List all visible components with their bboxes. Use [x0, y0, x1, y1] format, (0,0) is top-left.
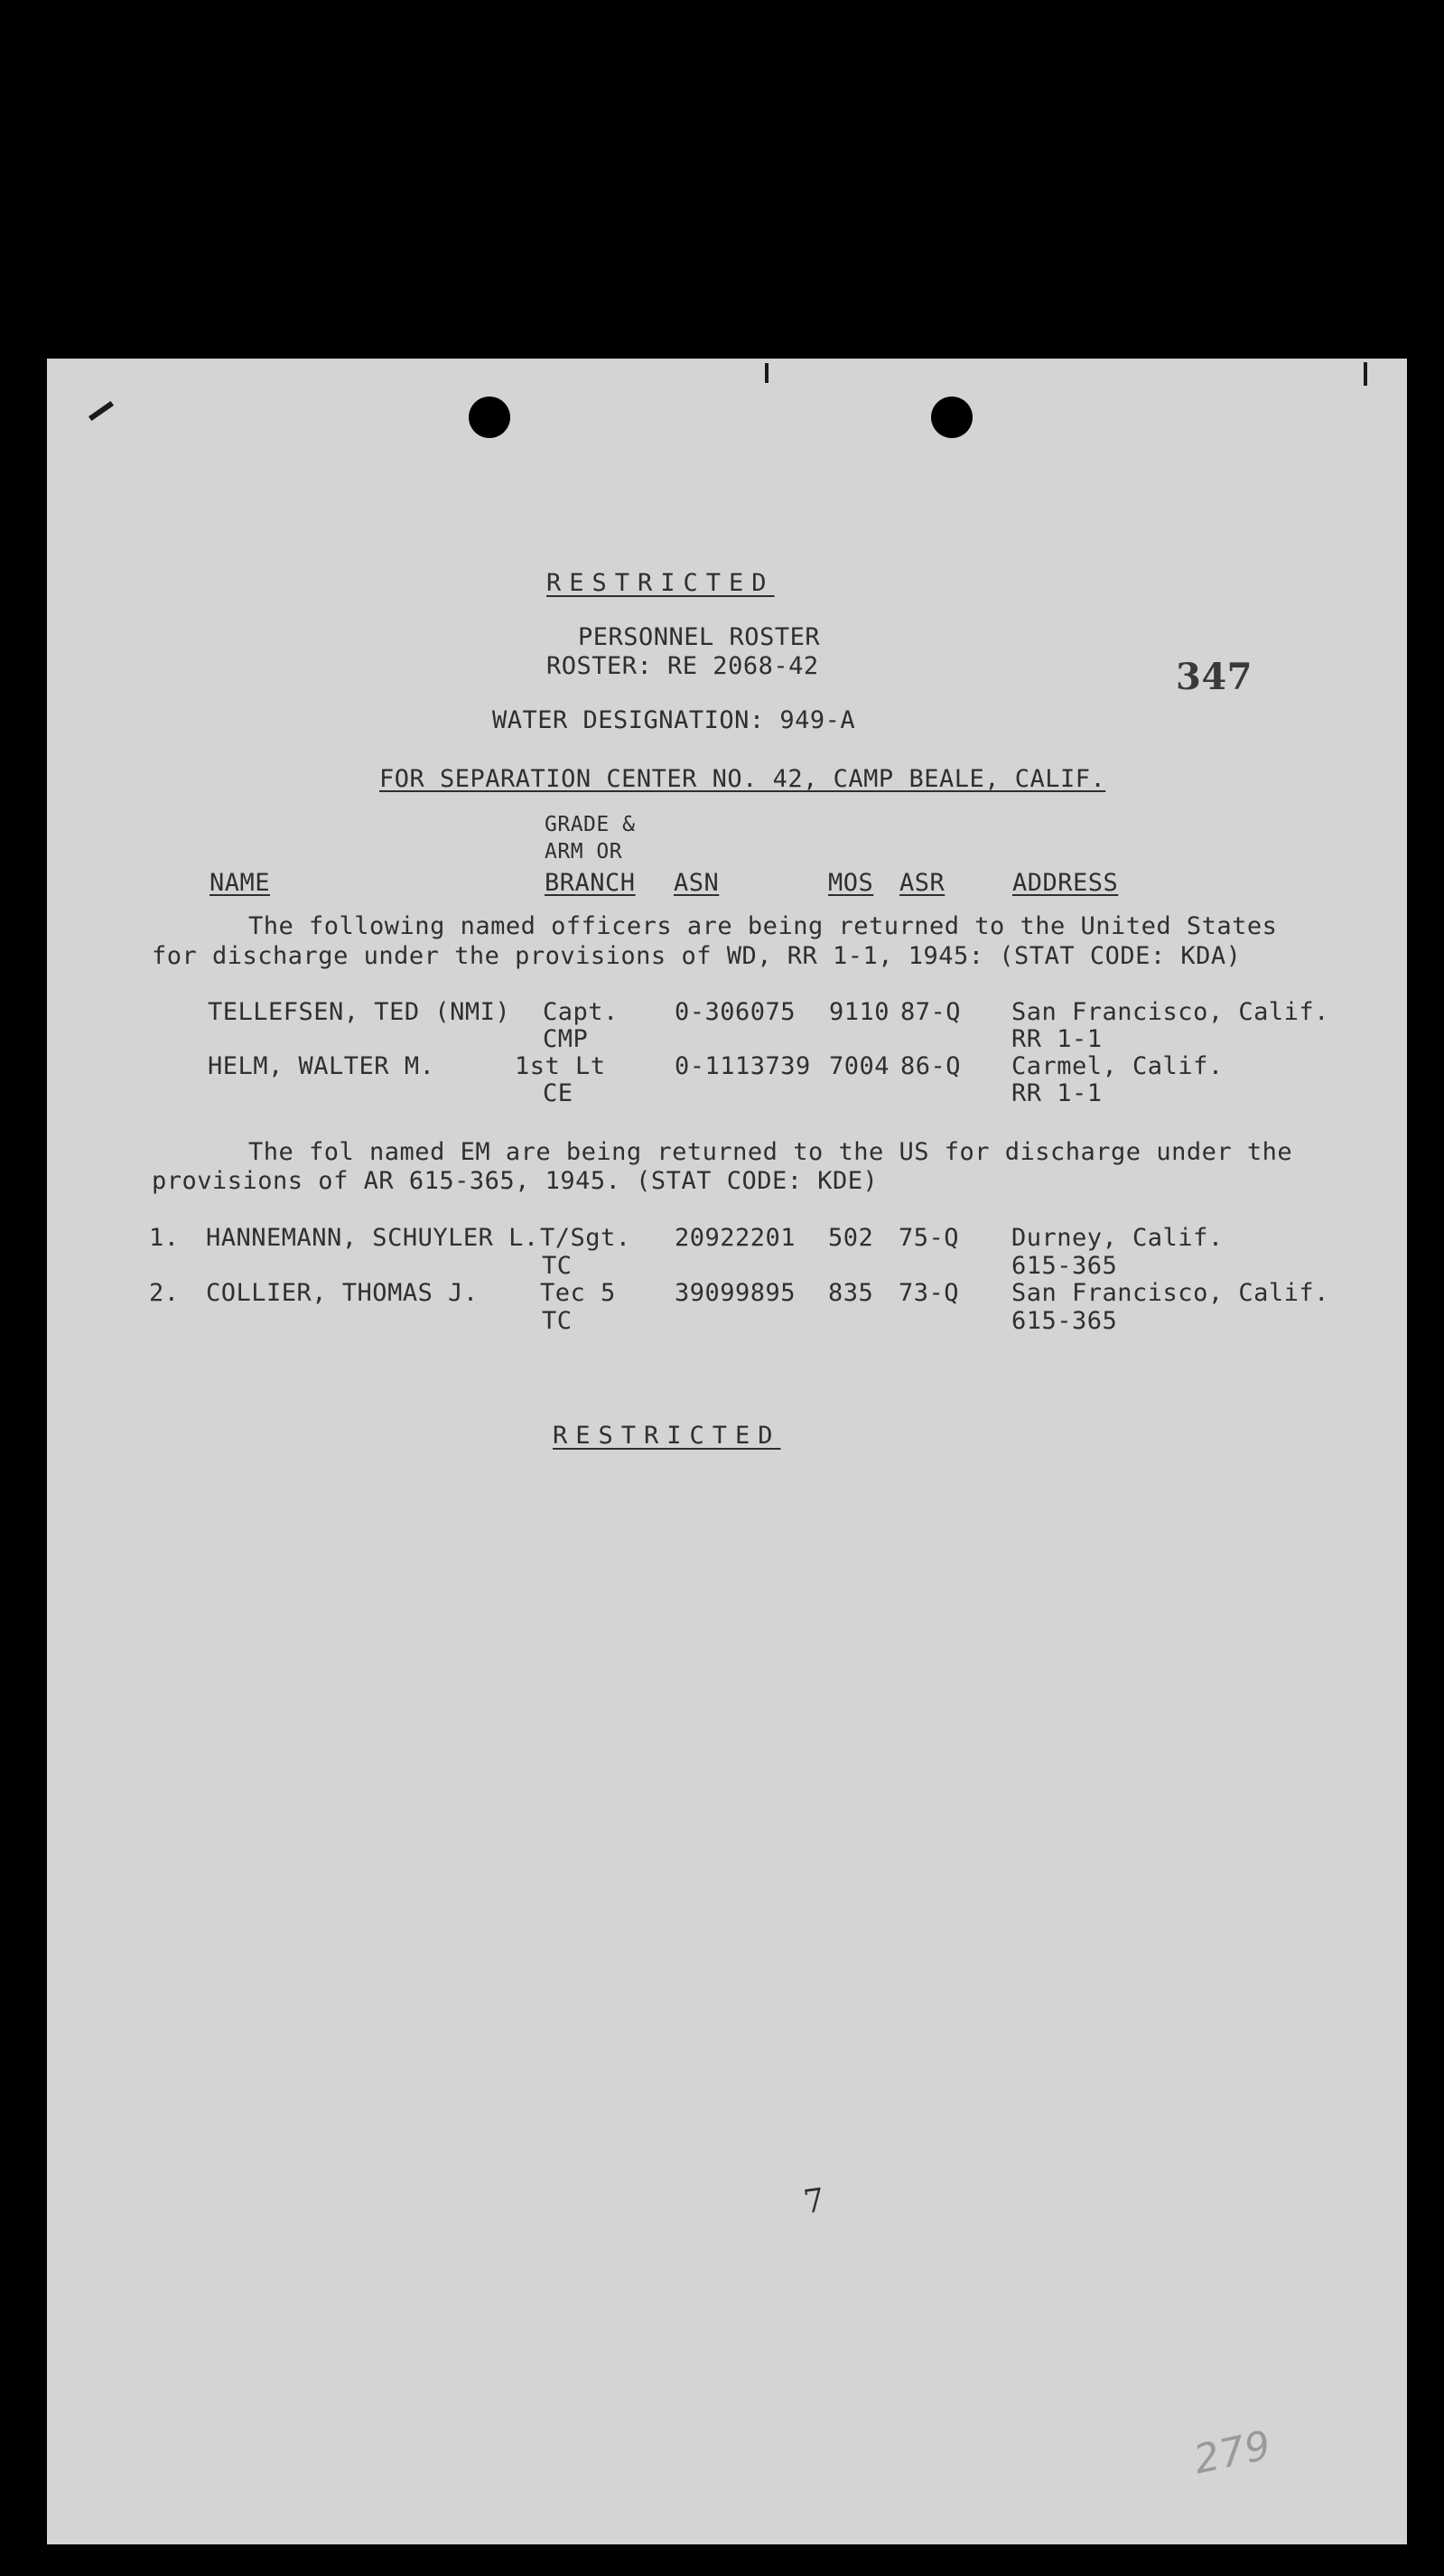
officer-authority: RR 1-1	[1011, 1079, 1103, 1107]
enlisted-number: 2.	[149, 1279, 180, 1307]
enlisted-intro-line2: provisions of AR 615-365, 1945. (STAT CODE: KDE)	[152, 1167, 879, 1195]
enlisted-name: COLLIER, THOMAS J.	[206, 1279, 479, 1307]
officer-asr: 86-Q	[900, 1052, 962, 1080]
enlisted-grade: Tec 5	[540, 1279, 616, 1307]
enlisted-grade: T/Sgt.	[540, 1224, 631, 1252]
enlisted-mos: 502	[828, 1224, 874, 1252]
col-address: ADDRESS	[1012, 869, 1119, 897]
punch-hole-left	[469, 397, 510, 438]
water-designation: WATER DESIGNATION: 949-A	[492, 706, 856, 734]
officers-intro-line2: for discharge under the provisions of WD, RR 1-1, 1945: (STAT CODE: KDA)	[152, 942, 1242, 970]
roster-number: ROSTER: RE 2068-42	[546, 652, 819, 680]
top-right-edge-mark	[1364, 362, 1367, 386]
col-mos: MOS	[828, 869, 874, 897]
enlisted-number: 1.	[149, 1224, 180, 1252]
col-asn: ASN	[674, 869, 720, 897]
officer-grade: 1st Lt	[515, 1052, 606, 1080]
col-asr: ASR	[899, 869, 946, 897]
col-grade-line2: ARM OR	[545, 840, 623, 863]
officer-asn: 0-306075	[675, 998, 797, 1026]
roster-title: PERSONNEL ROSTER	[578, 623, 821, 651]
enlisted-address: Durney, Calif.	[1011, 1224, 1224, 1252]
officer-grade: Capt.	[543, 998, 619, 1026]
enlisted-asr: 75-Q	[899, 1224, 960, 1252]
enlisted-asr: 73-Q	[899, 1279, 960, 1307]
officer-address: San Francisco, Calif.	[1011, 998, 1329, 1026]
officer-asn: 0-1113739	[675, 1052, 811, 1080]
col-grade-line1: GRADE &	[545, 813, 636, 836]
officer-authority: RR 1-1	[1011, 1025, 1103, 1053]
enlisted-branch: TC	[542, 1307, 573, 1335]
officer-address: Carmel, Calif.	[1011, 1052, 1224, 1080]
handwritten-mark: 7	[801, 2181, 828, 2222]
officer-asr: 87-Q	[900, 998, 962, 1026]
pencil-number: 279	[1189, 2422, 1275, 2484]
officer-name: HELM, WALTER M.	[208, 1052, 435, 1080]
enlisted-branch: TC	[542, 1252, 573, 1280]
officer-branch: CMP	[543, 1025, 589, 1053]
officer-name: TELLEFSEN, TED (NMI)	[208, 998, 511, 1026]
restricted-footer: RESTRICTED	[553, 1422, 781, 1450]
top-edge-mark	[765, 363, 769, 383]
page-number: 347	[1176, 656, 1253, 698]
enlisted-intro-line1: The fol named EM are being returned to the US for discharge under the	[248, 1138, 1293, 1166]
col-grade-line3: BRANCH	[545, 869, 636, 897]
officer-branch: CE	[543, 1079, 573, 1107]
enlisted-address: San Francisco, Calif.	[1011, 1279, 1329, 1307]
corner-tear-mark	[89, 401, 114, 421]
enlisted-authority: 615-365	[1011, 1252, 1118, 1280]
enlisted-name: HANNEMANN, SCHUYLER L.	[206, 1224, 539, 1252]
enlisted-authority: 615-365	[1011, 1307, 1118, 1335]
punch-hole-right	[931, 397, 973, 438]
enlisted-asn: 20922201	[675, 1224, 797, 1252]
officers-intro-line1: The following named officers are being returned to the United States	[248, 912, 1278, 940]
col-name: NAME	[210, 869, 271, 897]
enlisted-asn: 39099895	[675, 1279, 797, 1307]
officer-mos: 7004	[829, 1052, 890, 1080]
destination-line: FOR SEPARATION CENTER NO. 42, CAMP BEALE, CALIF.	[379, 765, 1106, 793]
restricted-header: RESTRICTED	[546, 569, 775, 597]
officer-mos: 9110	[829, 998, 890, 1026]
enlisted-mos: 835	[828, 1279, 874, 1307]
